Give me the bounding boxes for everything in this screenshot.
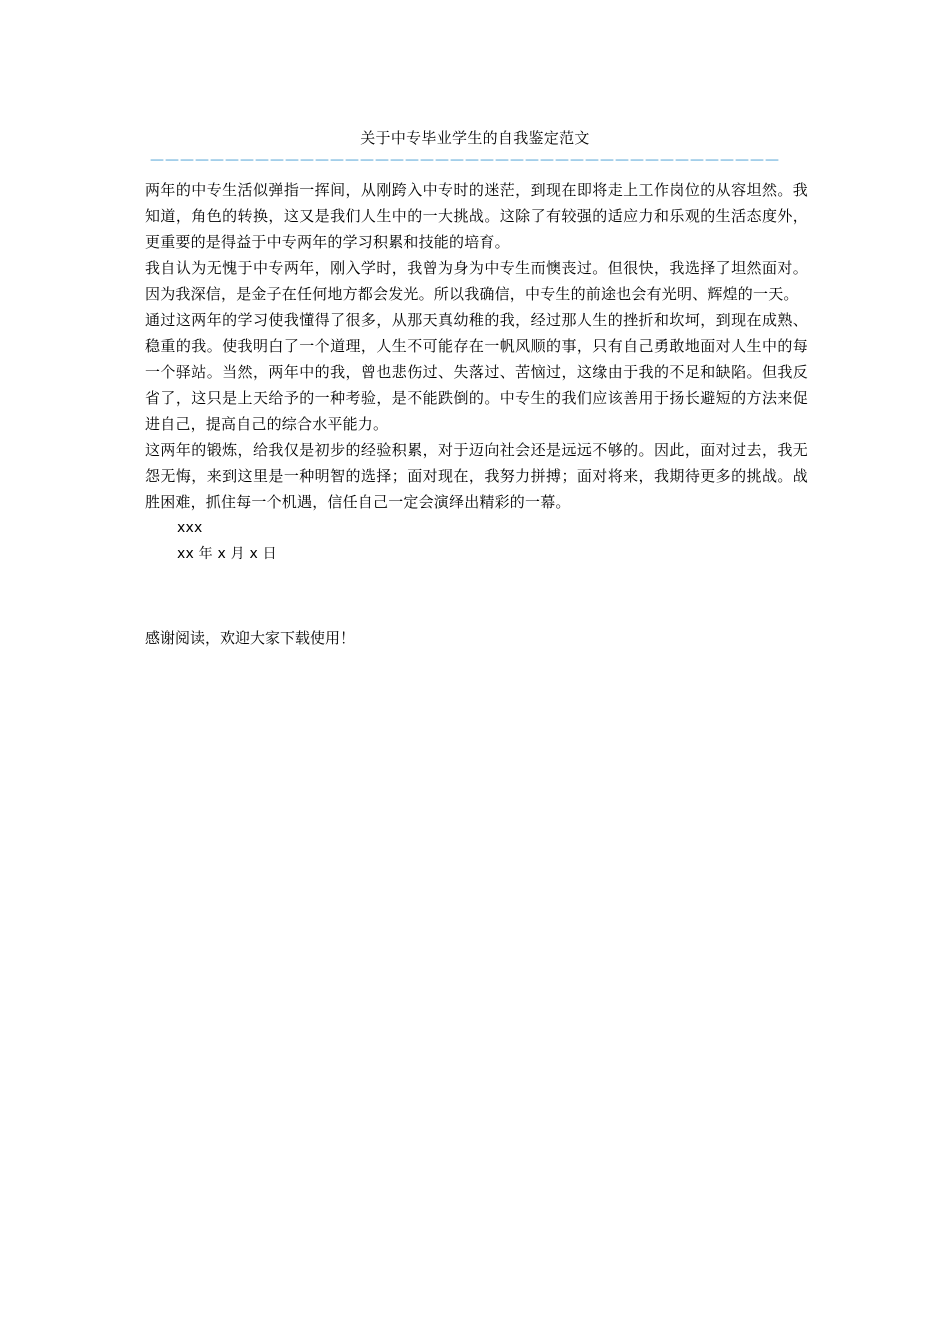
title-divider: —————————————————————————————————————————— bbox=[150, 152, 780, 168]
paragraph: 我自认为无愧于中专两年，刚入学时，我曾为身为中专生而懊丧过。但很快，我选择了坦然面对。因为我深信，是金子在任何地方都会发光。所以我确信，中专生的前途也会有光明、辉煌的一天。 bbox=[145, 259, 808, 303]
thanks-note: 感谢阅读，欢迎大家下载使用！ bbox=[145, 629, 356, 647]
document-body bbox=[145, 177, 808, 567]
signature-date: xx 年 x 月 x 日 bbox=[177, 546, 277, 562]
document-title: 关于中专毕业学生的自我鉴定范文 bbox=[360, 129, 590, 147]
paragraph: 通过这两年的学习使我懂得了很多，从那天真幼稚的我，经过那人生的挫折和坎坷，到现在成熟、稳重的我。使我明白了一个道理，人生不可能存在一帆风顺的事，只有自己勇敢地面对人生中的每一个驿站。当然，两年中的我，曾也悲伤过、失落过、苦恼过，这缘由于我的不足和缺陷。但我反省了，这只是上天给予的一种考验，是不能跌倒的。中专生的我们应该善用于扬长避短的方法来促进自己，提高自己的综合水平能力。 bbox=[145, 311, 808, 433]
signature-name: xxx bbox=[177, 520, 203, 536]
paragraph: 两年的中专生活似弹指一挥间，从刚跨入中专时的迷茫，到现在即将走上工作岗位的从容坦然。我知道，角色的转换，这又是我们人生中的一大挑战。这除了有较强的适应力和乐观的生活态度外，更重要的是得益于中专两年的学习积累和技能的培育。 bbox=[145, 181, 808, 251]
paragraph: 这两年的锻炼，给我仅是初步的经验积累，对于迈向社会还是远远不够的。因此，面对过去，我无怨无悔，来到这里是一种明智的选择；面对现在，我努力拼搏；面对将来，我期待更多的挑战。战胜困难，抓住每一个机遇，信任自己一定会演绎出精彩的一幕。 bbox=[145, 441, 808, 511]
